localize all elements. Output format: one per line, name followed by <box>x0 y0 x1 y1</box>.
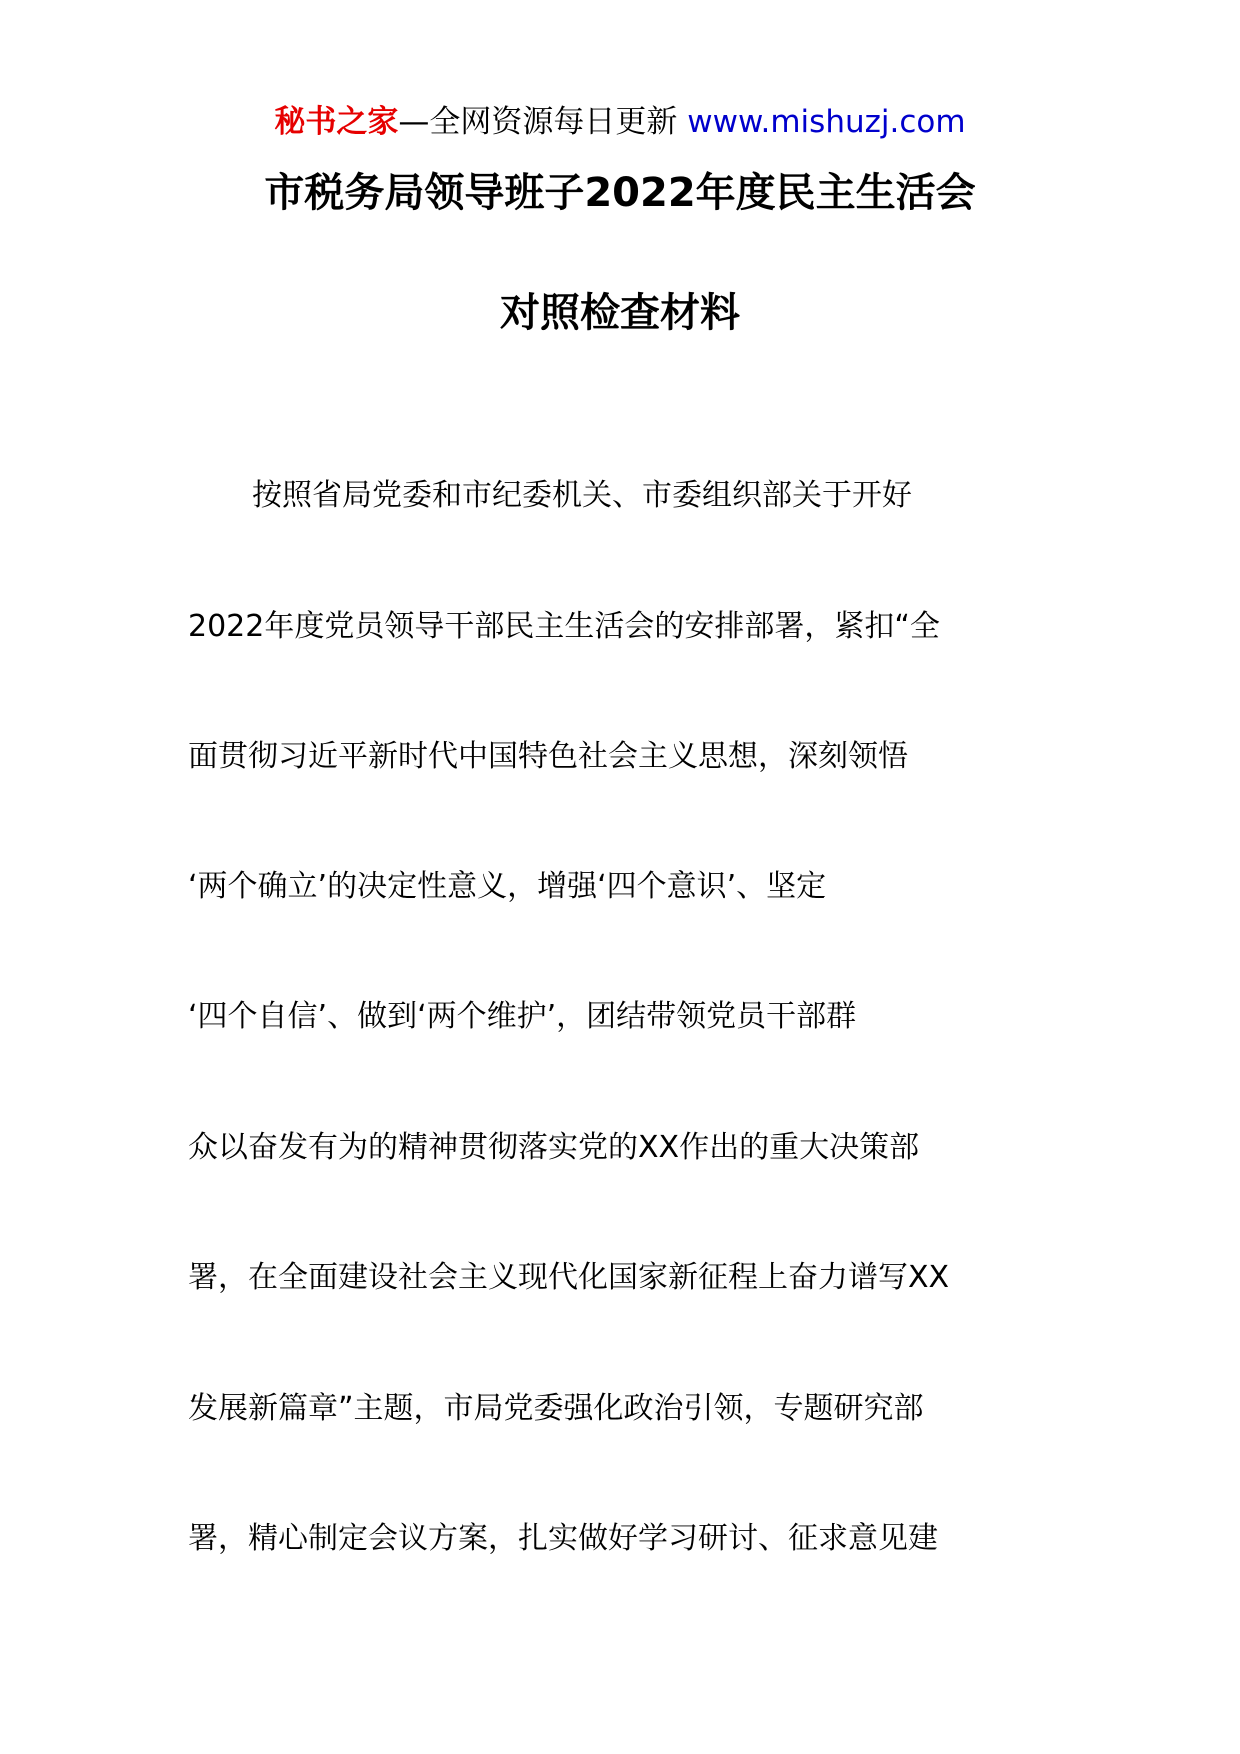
header-tagline: —全网资源每日更新 <box>398 104 678 140</box>
body-text-line: 众以奋发有为的精神贯彻落实党的XX作出的重大决策部 <box>188 1130 920 1165</box>
body-text-line: 署，精心制定会议方案，扎实做好学习研讨、征求意见建 <box>188 1521 938 1556</box>
site-header <box>0 100 1240 144</box>
document-title-line-1: 市税务局领导班子2022年度民主生活会 <box>264 170 976 216</box>
brand-name: 秘书之家 <box>274 104 399 140</box>
site-url-link[interactable]: www.mishuzj.com <box>687 104 966 140</box>
body-text-line: ‘四个自信’、做到‘两个维护’，团结带领党员干部群 <box>188 999 857 1034</box>
body-text-line: 发展新篇章”主题，市局党委强化政治引领，专题研究部 <box>188 1391 924 1426</box>
body-text-line: 2022年度党员领导干部民主生活会的安排部署，紧扣“全 <box>188 609 940 644</box>
body-text-line: 按照省局党委和市纪委机关、市委组织部关于开好 <box>252 478 912 513</box>
document-title-line-2: 对照检查材料 <box>500 290 740 336</box>
body-text-line: 署，在全面建设社会主义现代化国家新征程上奋力谱写XX <box>188 1260 950 1295</box>
body-text-line: 面贯彻习近平新时代中国特色社会主义思想，深刻领悟 <box>188 739 908 774</box>
body-text-line: ‘两个确立’的决定性意义，增强‘四个意识’、坚定 <box>188 869 827 904</box>
